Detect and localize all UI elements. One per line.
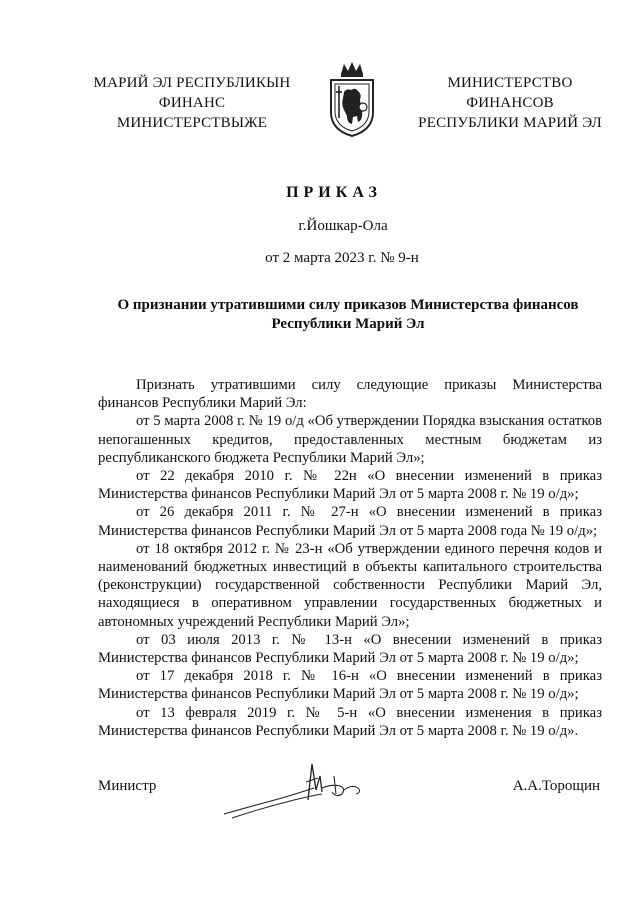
header-left-line: МИНИСТЕРСТВЫЖЕ <box>116 115 268 131</box>
body-paragraph: от 26 декабря 2011 г. № 27-н «О внесении изменений в приказ Министерства финансов Республики Марий Эл от 5 марта 2008 года № 19 о/д»; <box>98 504 602 539</box>
body-paragraph: от 13 февраля 2019 г. № 5-н «О внесении изменения в приказ Министерства финансов Республики Марий Эл от 5 марта 2008 г. № 19 о/д». <box>98 704 602 739</box>
header-right-line: РЕСПУБЛИКИ МАРИЙ ЭЛ <box>418 115 602 131</box>
header-left-line: МАРИЙ ЭЛ РЕСПУБЛИКЫН <box>93 75 291 91</box>
document-subject <box>96 296 600 334</box>
body-paragraph: от 5 марта 2008 г. № 19 о/д «Об утверждении Порядка взыскания остатков непогашенных кредитов, предоставленных местным бюджетам из республиканского бюджета Республики Марий Эл»; <box>98 413 602 466</box>
document-date: от 2 марта 2023 г. № 9-н <box>265 250 419 266</box>
subject-line: О признании утратившими силу приказов Министерства финансов <box>117 297 579 313</box>
header-left-block <box>88 73 296 133</box>
signatory-name: А.А.Торощин <box>512 778 600 794</box>
body-paragraph: от 18 октября 2012 г. № 23-н «Об утверждении единого перечня кодов и наименований бюджетных инвестиций в объекты капитального строительства (реконструкции) государственной собственности Республики Марий Эл, находящиеся в оперативном управлении государственных бюджетных и автономных учреждений Республики Марий Эл»; <box>98 540 602 630</box>
header-right-line: МИНИСТЕРСТВО <box>447 75 573 91</box>
header-left-line: ФИНАНС <box>158 95 226 111</box>
document-city: г.Йошкар-Ола <box>298 218 388 234</box>
header-right-block <box>408 73 612 133</box>
coat-of-arms-icon <box>327 60 377 138</box>
body-paragraph: от 22 декабря 2010 г. № 22н «О внесении изменений в приказ Министерства финансов Республики Марий Эл от 5 марта 2008 г. № 19 о/д»; <box>98 468 602 503</box>
signatory-role: Министр <box>98 778 157 794</box>
handwritten-signature <box>222 748 372 820</box>
body-paragraph: от 17 декабря 2018 г. № 16-н «О внесении изменений в приказ Министерства финансов Республики Марий Эл от 5 марта 2008 г. № 19 о/д»; <box>98 668 602 703</box>
document-title: ПРИКАЗ <box>286 184 382 201</box>
document-body <box>98 376 602 740</box>
subject-line: Республики Марий Эл <box>271 316 425 332</box>
body-paragraph: от 03 июля 2013 г. № 13-н «О внесении изменений в приказ Министерства финансов Республики Марий Эл от 5 марта 2008 г. № 19 о/д»; <box>98 631 602 667</box>
header-right-line: ФИНАНСОВ <box>466 95 554 111</box>
body-paragraph: Признать утратившими силу следующие приказы Министерства финансов Республики Марий Эл: <box>98 377 602 412</box>
